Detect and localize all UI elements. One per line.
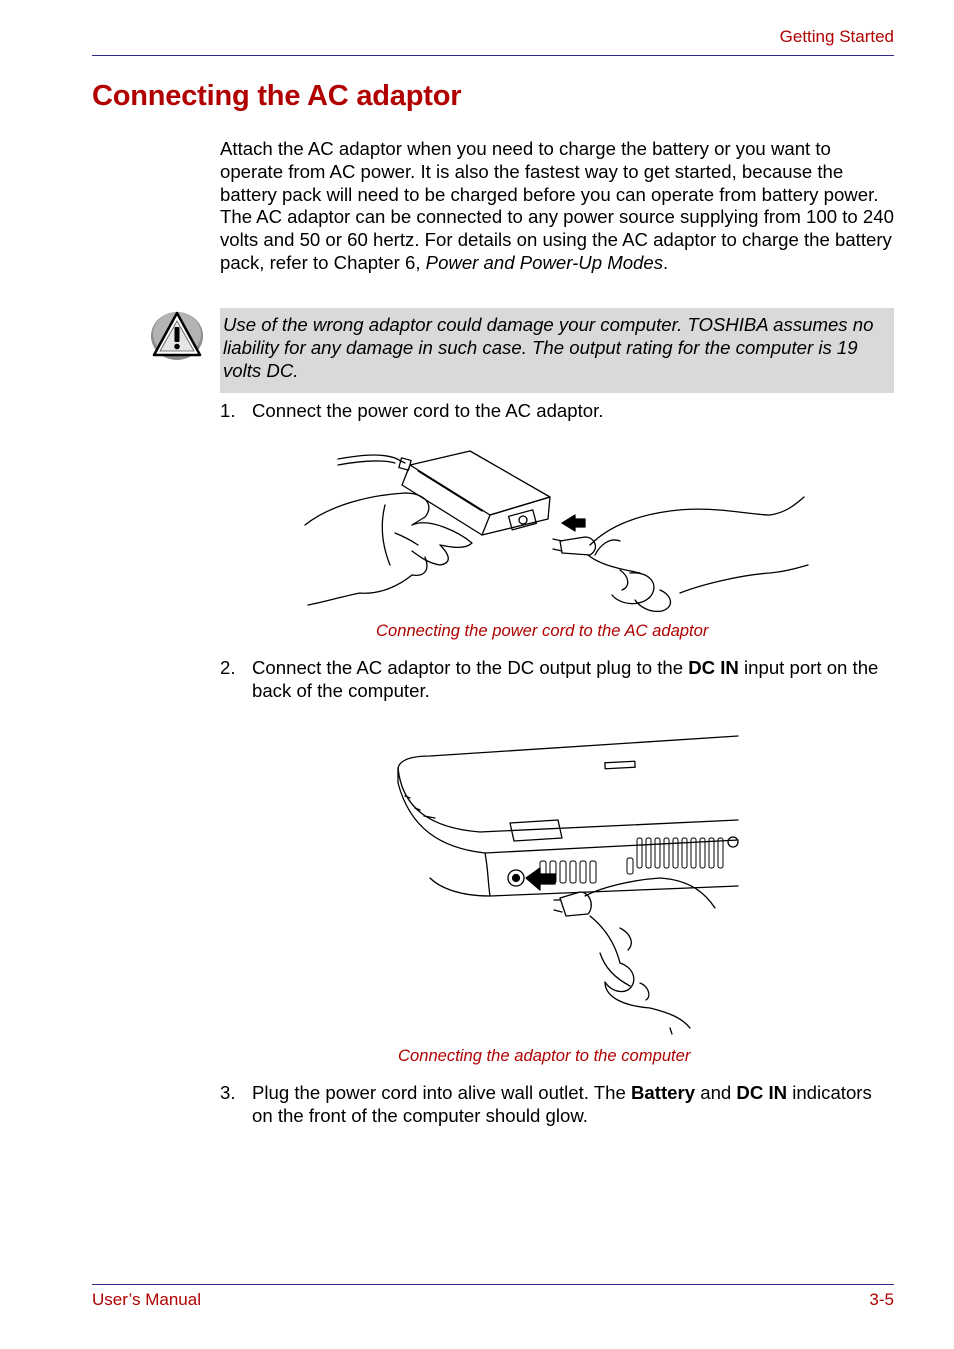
step-number: 2. (220, 657, 236, 678)
header-rule (92, 55, 894, 56)
intro-end: . (663, 251, 669, 273)
intro-paragraph (220, 138, 896, 275)
page-number: 3-5 (869, 1290, 894, 1309)
dc-in-label: DC IN (736, 1082, 788, 1103)
figure-power-cord-to-adaptor (300, 445, 815, 615)
step-number: 3. (220, 1082, 236, 1103)
step-number: 1. (220, 400, 236, 421)
footer-manual-title: User’s Manual (92, 1290, 201, 1309)
intro-text: Attach the AC adaptor when you need to charge the battery or you want to operate from AC power. It is also the fastest way to get started, because the battery pack will need to be charged before you can operate from battery power. The AC adaptor can be connected to any power source supplying from 100 to 240 volts and 50 or 60 hertz. For details on using the AC adaptor to charge the battery pack, refer to Chapter 6, (220, 138, 894, 273)
chapter-reference: Power and Power-Up Modes (425, 251, 664, 273)
footer-rule (92, 1284, 894, 1285)
step-text: Plug the power cord into alive wall outlet. The Battery and DC IN indicators on the front of the computer should glow. (252, 1082, 872, 1126)
battery-label: Battery (630, 1082, 696, 1103)
step-text: Connect the AC adaptor to the DC output plug to the DC IN input port on the back of the computer. (252, 657, 879, 701)
page-title: Connecting the AC adaptor (92, 80, 462, 112)
caution-note: Use of the wrong adaptor could damage your computer. TOSHIBA assumes no liability for any damage in such case. The output rating for the computer is 19 volts DC. (220, 308, 894, 393)
figure-caption: Connecting the adaptor to the computer (398, 1046, 691, 1065)
dc-in-label: DC IN (688, 657, 739, 678)
figure-adaptor-to-computer (390, 728, 740, 1038)
figure-caption: Connecting the power cord to the AC adaptor (376, 621, 709, 640)
running-header: Getting Started (779, 27, 894, 46)
step-text: Connect the power cord to the AC adaptor. (252, 400, 604, 421)
warning-triangle-icon (150, 309, 204, 361)
